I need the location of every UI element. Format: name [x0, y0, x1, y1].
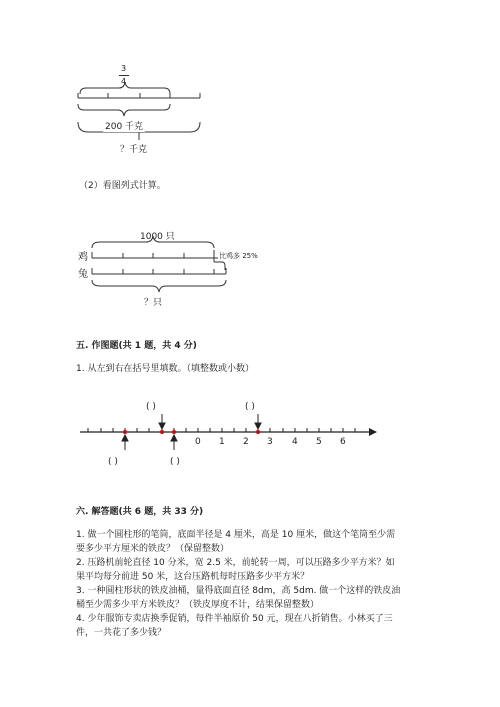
fraction-numerator: 3: [121, 64, 127, 73]
question-line: 1. 做一个圆柱形的笔筒，底面半径是 4 厘米，高是 10 厘米，做这个笔筒至少需: [76, 530, 396, 540]
question-line: 果平均每分前进 50 米，这台压路机每时压路多少平方米？: [76, 572, 310, 582]
section6-heading: 六. 解答题(共 6 题，共 33 分): [76, 507, 204, 517]
point-marker: [123, 430, 127, 434]
row1-label: 鸡: [78, 252, 88, 263]
point-marker: [172, 430, 176, 434]
question-line: 要多少平方厘米的铁皮？（保留整数）: [76, 544, 230, 554]
total-label: 200 千克: [103, 119, 145, 132]
blank-top-2[interactable]: ( ): [245, 402, 255, 412]
question-line: 2. 压路机前轮直径 10 分米，宽 2.5 米，前轮转一周，可以压路多少平方米？如: [76, 558, 395, 568]
blank-bottom-1[interactable]: ( ): [108, 457, 118, 467]
question-line: 件，一共花了多少钱？: [76, 628, 167, 638]
compare-label: 比鸡多 25%: [219, 252, 258, 260]
blank-bottom-2[interactable]: ( ): [170, 457, 180, 467]
question-line: 桶至少需多少平方米铁皮？（铁皮厚度不计，结果保留整数）: [76, 600, 320, 610]
section5-question: 1. 从左到右在括号里填数。（填整数或小数）: [76, 364, 254, 374]
question-line: 3. 一种圆柱形状的铁皮油桶，量得底面直径 8dm，高 5dm. 做一个这样的铁皮油: [76, 586, 401, 596]
part2-unknown-label: ？只: [144, 298, 163, 308]
point-marker: [256, 430, 260, 434]
blank-top-1[interactable]: ( ): [146, 402, 156, 412]
unknown-label: ？千克: [120, 145, 148, 155]
num-label-5: 5: [316, 437, 322, 447]
num-label-1: 1: [219, 437, 225, 447]
num-label-2: 2: [243, 437, 249, 447]
num-label-6: 6: [340, 437, 346, 447]
row2-label: 兔: [78, 269, 88, 280]
part2-instruction: （2）看图列式计算。: [79, 181, 166, 191]
question-line: 4. 少年服饰专卖店换季促销，每件半袖原价 50 元，现在八折销售。小林买了三: [76, 614, 393, 624]
fraction-denominator: 4: [121, 77, 127, 86]
num-label-3: 3: [267, 437, 273, 447]
num-label-0: 0: [195, 437, 201, 447]
num-label-4: 4: [292, 437, 298, 447]
top-count-label: 1000 只: [140, 232, 175, 242]
section5-heading: 五. 作图题(共 1 题，共 4 分): [76, 341, 197, 351]
point-marker: [160, 430, 164, 434]
